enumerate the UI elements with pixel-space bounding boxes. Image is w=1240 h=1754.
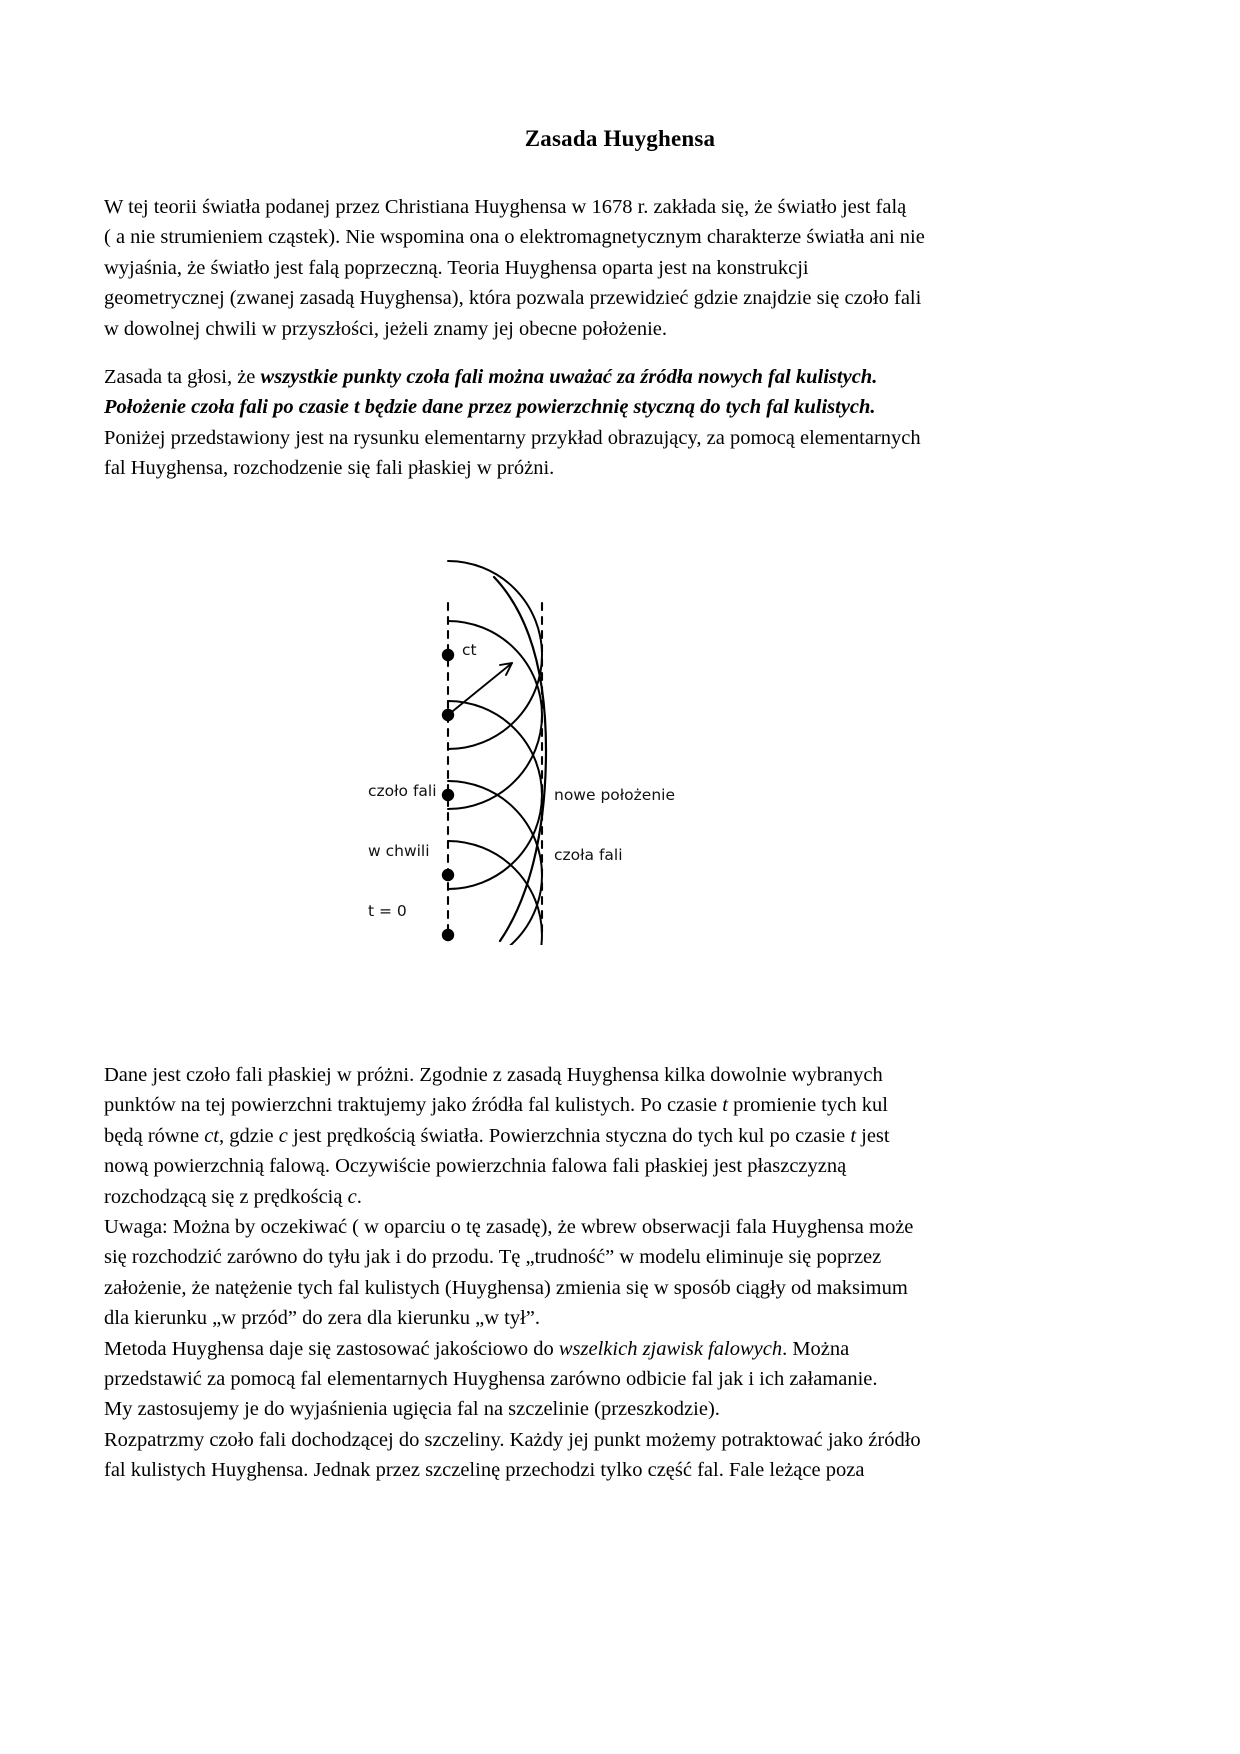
lower-l5-var-c: c [347, 1185, 357, 1208]
lower-l2-text-a: punktów na tej powierzchni traktujemy jako źródła fal kulistych. Po czasie [104, 1094, 723, 1117]
huygens-construction-figure [330, 545, 790, 945]
principle-line-2 [104, 392, 1010, 422]
figure-label-new-wavefront [554, 745, 675, 905]
paragraph-lower [104, 1060, 1010, 1486]
lower-l3-var-c: c [278, 1124, 288, 1147]
intro-line-2: ( a nie strumieniem cząstek). Nie wspomina ona o elektromagnetycznym charakterze światła ani nie [104, 226, 925, 249]
source-point [442, 869, 454, 881]
lower-line-3 [104, 1121, 1010, 1151]
principle-emphasis-1: wszystkie punkty czoła fali można uważać za źródła nowych fal kulistych. [260, 366, 878, 388]
figure-label-wavefront-t0 [368, 741, 437, 961]
lower-l2-var-t: t [722, 1094, 728, 1117]
lower-l3-text-c: jest prędkością światła. Powierzchnia styczna do tych kul po czasie [287, 1124, 851, 1147]
wavelet-arc-5 [448, 841, 542, 945]
lower-l5-text-b: . [356, 1185, 362, 1208]
lower-l3-text-a: będą równe [104, 1124, 205, 1147]
left-label-line-1: czoło fali [368, 782, 437, 800]
lower-l10-text-a: Metoda Huyghensa daje się zastosować jakościowo do [104, 1337, 559, 1360]
left-label-line-2: w chwili [368, 842, 430, 860]
lower-line-6: Uwaga: Można by oczekiwać ( w oparciu o tę zasadę), że wbrew obserwacji fala Huyghensa może [104, 1216, 914, 1239]
lower-l2-text-b: promienie tych kul [727, 1094, 888, 1117]
lower-l10-emphasis: wszelkich zjawisk falowych [558, 1337, 783, 1360]
intro-line-1: W tej teorii światła podanej przez Christiana Huyghensa w 1678 r. zakłada się, że światło jest falą [104, 196, 907, 218]
lower-l3-var-t: t [850, 1124, 857, 1147]
right-label-line-2: czoła fali [554, 846, 623, 864]
principle-emphasis-2: Położenie czoła fali po czasie t będzie dane przez powierzchnię styczną do tych fal kulistych. [104, 396, 876, 419]
lower-line-9: dla kierunku „w przód” do zera dla kierunku „w tył”. [104, 1307, 541, 1330]
right-label-line-1: nowe położenie [554, 786, 675, 804]
lower-line-4: nową powierzchnią falową. Oczywiście powierzchnia falowa fali płaskiej jest płaszczyzną [104, 1155, 847, 1178]
principle-line-3: Poniżej przedstawiony jest na rysunku elementarny przykład obrazujący, za pomocą elementarnych [104, 426, 921, 449]
lower-l3-text-b: , gdzie [218, 1124, 279, 1147]
source-point [442, 929, 454, 941]
source-point [442, 789, 454, 801]
lower-line-8: założenie, że natężenie tych fal kulistych (Huyghensa) zmienia się w sposób ciągły od maksimum [104, 1276, 908, 1299]
lower-line-12: My zastosujemy je do wyjaśnienia ugięcia fal na szczelinie (przeszkodzie). [104, 1398, 720, 1421]
lower-line-10 [104, 1334, 1010, 1364]
page-title: Zasada Huyghensa [524, 126, 716, 151]
source-point [442, 649, 454, 661]
source-point [442, 709, 454, 721]
lower-line-11: przedstawić za pomocą fal elementarnych Huyghensa zarówno odbicie fal jak i ich załamanie. [104, 1368, 878, 1391]
wavelet-arc-4 [448, 781, 542, 945]
lower-line-13: Rozpatrzmy czoło fali dochodzącej do szczeliny. Każdy jej punkt możemy potraktować jako źródło [104, 1428, 921, 1451]
lower-line-1: Dane jest czoło fali płaskiej w próżni. Zgodnie z zasadą Huyghensa kilka dowolnie wybranych [104, 1064, 883, 1086]
paragraph-intro [104, 192, 1010, 344]
paragraph-principle [104, 362, 1010, 484]
lower-l3-var-ct: ct [204, 1124, 219, 1147]
lower-l5-text-a: rozchodzącą się z prędkością [104, 1185, 348, 1208]
lower-l10-text-b: . Można [782, 1337, 850, 1360]
figure-label-ct: ct [462, 641, 477, 659]
intro-line-3: wyjaśnia, że światło jest falą poprzeczną. Teoria Huyghensa oparta jest na konstrukcji [104, 256, 809, 279]
lower-line-14: fal kulistych Huyghensa. Jednak przez szczelinę przechodzi tylko część fal. Fale leżące poza [104, 1459, 865, 1482]
lower-line-7: się rozchodzić zarówno do tyłu jak i do przodu. Tę „trudność” w modelu eliminuje się poprzez [104, 1246, 882, 1269]
left-label-line-3: t = 0 [368, 902, 407, 920]
lower-line-5 [104, 1182, 1010, 1212]
principle-lead-text: Zasada ta głosi, że [104, 366, 261, 388]
intro-line-4: geometrycznej (zwanej zasadą Huyghensa), która pozwala przewidzieć gdzie znajdzie się czoło fali [104, 287, 922, 310]
wavelet-arc-3 [448, 701, 542, 889]
lower-line-2 [104, 1090, 1010, 1120]
lower-l3-text-d: jest [856, 1124, 890, 1147]
principle-line-4: fal Huyghensa, rozchodzenie się fali płaskiej w próżni. [104, 457, 555, 480]
intro-line-5: w dowolnej chwili w przyszłości, jeżeli znamy jej obecne położenie. [104, 317, 667, 340]
principle-line-1 [104, 362, 1010, 392]
